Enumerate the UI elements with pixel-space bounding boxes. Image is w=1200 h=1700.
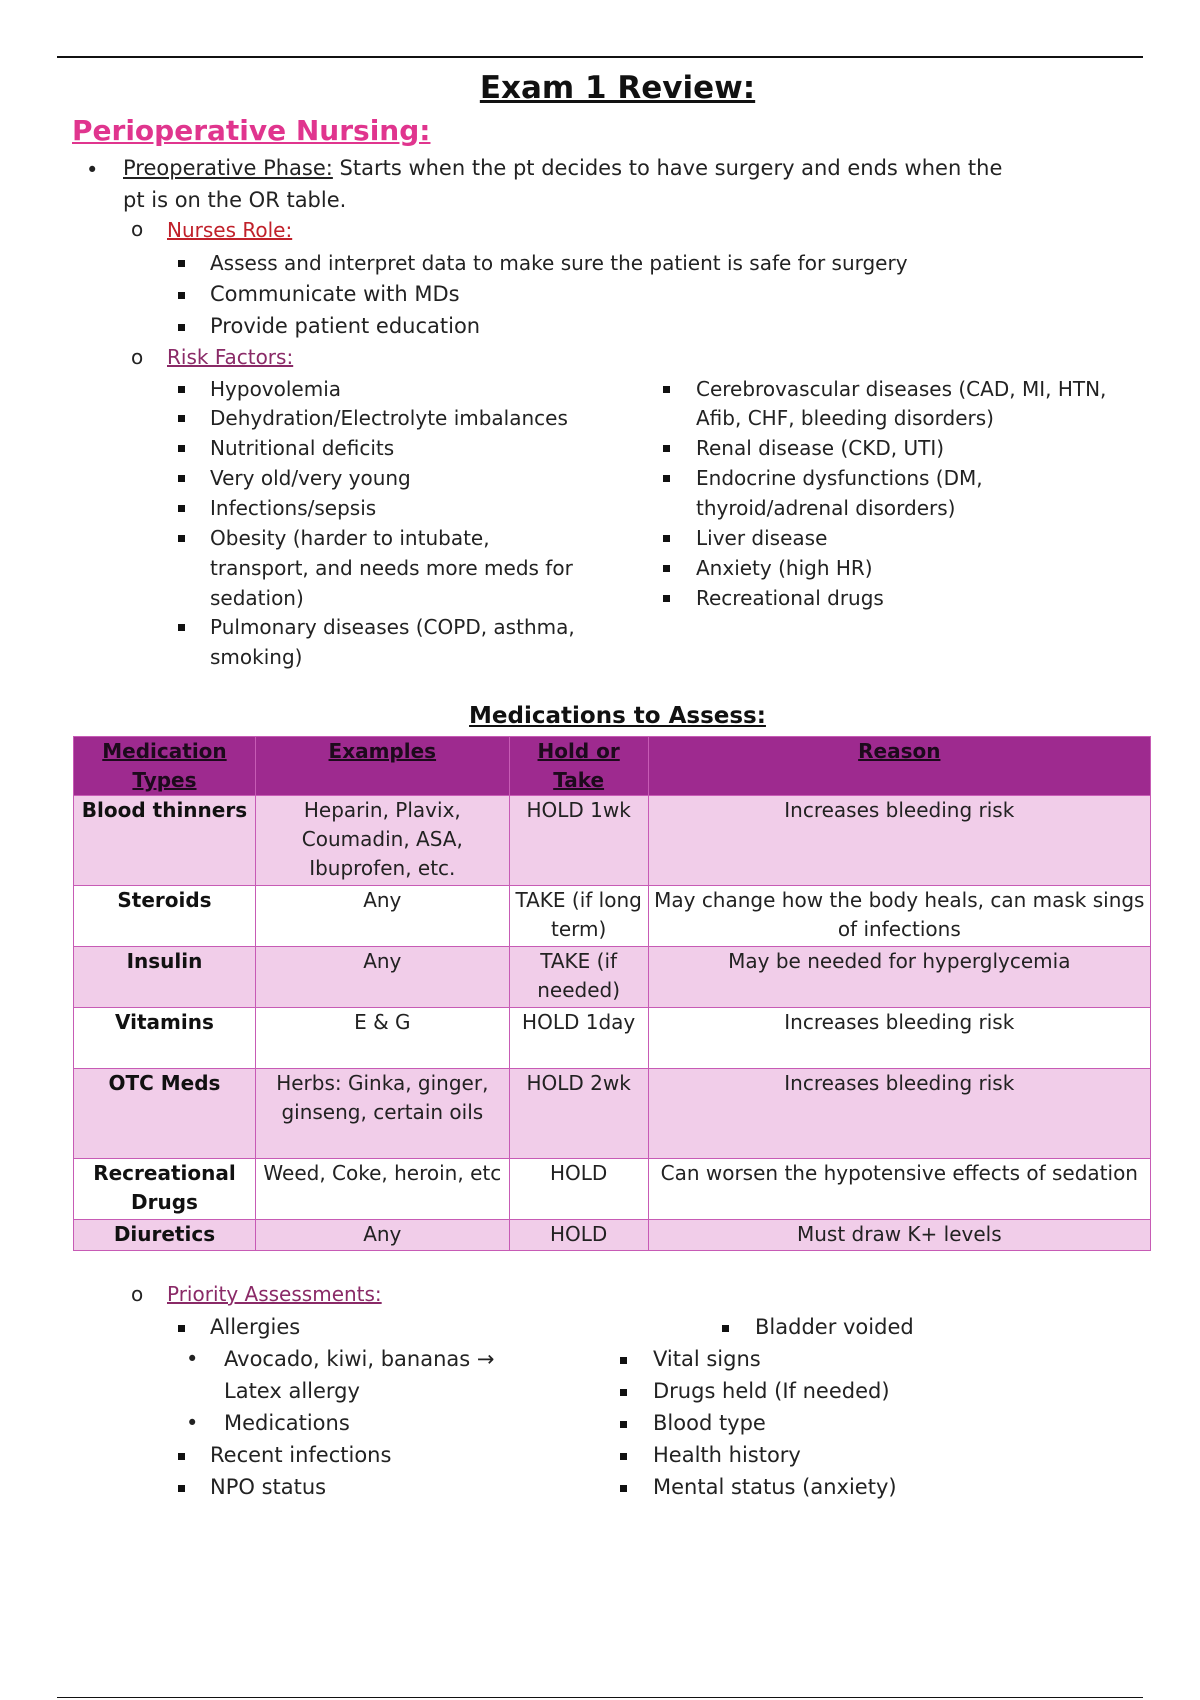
risk-right: Renal disease (CKD, UTI) [696, 436, 945, 460]
top-rule [57, 56, 1143, 58]
risk-left: Pulmonary diseases (COPD, asthma, [210, 615, 575, 639]
preop-line1 [123, 152, 1153, 184]
square-bullet [178, 624, 185, 631]
cell-reason: Must draw K+ levels [648, 1220, 1150, 1251]
square-bullet [178, 535, 185, 542]
square-bullet [178, 475, 185, 482]
cell-action: HOLD 2wk [509, 1069, 648, 1159]
risk-left: Very old/very young [210, 466, 411, 490]
cell-reason: May be needed for hyperglycemia [648, 947, 1150, 1008]
square-bullet [722, 1325, 729, 1332]
cell-action: HOLD 1wk [509, 796, 648, 886]
square-bullet [663, 445, 670, 452]
risk-left: Nutritional deficits [210, 436, 395, 460]
nurses-role-item: Provide patient education [210, 314, 481, 338]
square-bullet [663, 535, 670, 542]
risk-left: Hypovolemia [210, 377, 342, 401]
section-title: Perioperative Nursing: [72, 114, 431, 147]
cell-action: HOLD [509, 1159, 648, 1220]
risk-left: smoking) [210, 645, 303, 669]
cell-action: HOLD [509, 1220, 648, 1251]
square-bullet [178, 505, 185, 512]
medications-title: Medications to Assess: [469, 703, 766, 729]
bullet-dot: • [86, 158, 99, 182]
cell-action: HOLD 1day [509, 1008, 648, 1069]
preop-label: Preoperative Phase: [123, 156, 333, 180]
priority-label: Priority Assessments: [167, 1282, 382, 1306]
table-row [74, 947, 1151, 1008]
circle-bullet: o [131, 217, 144, 241]
priority-item: Bladder voided [755, 1315, 914, 1339]
risk-left: transport, and needs more meds for [210, 556, 573, 580]
risk-left: Dehydration/Electrolyte imbalances [210, 406, 568, 430]
square-bullet [620, 1389, 627, 1396]
cell-reason: Increases bleeding risk [648, 796, 1150, 886]
square-bullet [178, 1325, 185, 1332]
priority-item: Vital signs [653, 1347, 761, 1371]
risk-right: Afib, CHF, bleeding disorders) [696, 406, 994, 430]
cell-type: Recreational Drugs [74, 1159, 256, 1220]
risk-left: sedation) [210, 586, 304, 610]
risk-left: Obesity (harder to intubate, [210, 526, 490, 550]
square-bullet [178, 292, 185, 299]
priority-item: Health history [653, 1443, 801, 1467]
cell-examples: Any [255, 947, 509, 1008]
square-bullet [178, 260, 185, 267]
risk-right: thyroid/adrenal disorders) [696, 496, 956, 520]
square-bullet [178, 324, 185, 331]
bullet-dot: • [186, 1347, 199, 1371]
header-hold-or-take: Hold or Take [509, 737, 648, 796]
risk-left: Infections/sepsis [210, 496, 377, 520]
circle-bullet: o [131, 345, 144, 369]
risk-right: Anxiety (high HR) [696, 556, 873, 580]
square-bullet [620, 1453, 627, 1460]
cell-action: TAKE (if needed) [509, 947, 648, 1008]
cell-type: Insulin [74, 947, 256, 1008]
cell-type: Vitamins [74, 1008, 256, 1069]
priority-item: Recent infections [210, 1443, 392, 1467]
header-reason: Reason [648, 737, 1150, 796]
square-bullet [620, 1485, 627, 1492]
square-bullet [663, 565, 670, 572]
table-row [74, 1008, 1151, 1069]
square-bullet [663, 595, 670, 602]
priority-item: NPO status [210, 1475, 327, 1499]
square-bullet [178, 445, 185, 452]
cell-examples: Heparin, Plavix, Coumadin, ASA, Ibuprofen, etc. [255, 796, 509, 886]
circle-bullet: o [131, 1282, 144, 1306]
cell-reason: Can worsen the hypotensive effects of sedation [648, 1159, 1150, 1220]
priority-item: Blood type [653, 1411, 766, 1435]
risk-factors-label: Risk Factors: [167, 345, 294, 369]
cell-reason: Increases bleeding risk [648, 1008, 1150, 1069]
cell-type: OTC Meds [74, 1069, 256, 1159]
cell-reason: May change how the body heals, can mask sings of infections [648, 886, 1150, 947]
priority-item: Allergies [210, 1315, 301, 1339]
risk-right: Endocrine dysfunctions (DM, [696, 466, 983, 490]
square-bullet [178, 386, 185, 393]
preop-text1: Starts when the pt decides to have surgery and ends when the [332, 156, 1003, 180]
square-bullet [663, 475, 670, 482]
cell-reason: Increases bleeding risk [648, 1069, 1150, 1159]
table-row [74, 796, 1151, 886]
table-row [74, 1220, 1151, 1251]
cell-examples: Any [255, 1220, 509, 1251]
nurses-role-item: Assess and interpret data to make sure the patient is safe for surgery [210, 251, 908, 275]
bullet-dot: • [186, 1411, 199, 1435]
priority-item: Mental status (anxiety) [653, 1475, 897, 1499]
nurses-role-label: Nurses Role: [167, 218, 293, 242]
cell-type: Diuretics [74, 1220, 256, 1251]
priority-item: Medications [224, 1411, 350, 1435]
cell-examples: Weed, Coke, heroin, etc [255, 1159, 509, 1220]
priority-item: Drugs held (If needed) [653, 1379, 890, 1403]
cell-examples: Any [255, 886, 509, 947]
cell-examples: Herbs: Ginka, ginger, ginseng, certain oils [255, 1069, 509, 1159]
square-bullet [620, 1421, 627, 1428]
medications-table [73, 736, 1151, 1251]
priority-item: Avocado, kiwi, bananas → [224, 1347, 495, 1371]
cell-type: Steroids [74, 886, 256, 947]
risk-right: Cerebrovascular diseases (CAD, MI, HTN, [696, 377, 1107, 401]
risk-right: Liver disease [696, 526, 828, 550]
square-bullet [178, 1453, 185, 1460]
table-row [74, 1159, 1151, 1220]
header-examples: Examples [255, 737, 509, 796]
header-medication-types: Medication Types [74, 737, 256, 796]
square-bullet [620, 1357, 627, 1364]
preop-line2: pt is on the OR table. [123, 188, 347, 212]
priority-item: Latex allergy [224, 1379, 360, 1403]
cell-type: Blood thinners [74, 796, 256, 886]
table-header-row [74, 737, 1151, 796]
cell-action: TAKE (if long term) [509, 886, 648, 947]
cell-examples: E & G [255, 1008, 509, 1069]
square-bullet [663, 386, 670, 393]
square-bullet [178, 415, 185, 422]
bottom-rule [57, 1697, 1143, 1698]
table-row [74, 886, 1151, 947]
nurses-role-item: Communicate with MDs [210, 282, 460, 306]
risk-right: Recreational drugs [696, 586, 884, 610]
square-bullet [178, 1485, 185, 1492]
page-title: Exam 1 Review: [479, 70, 756, 106]
table-row [74, 1069, 1151, 1159]
